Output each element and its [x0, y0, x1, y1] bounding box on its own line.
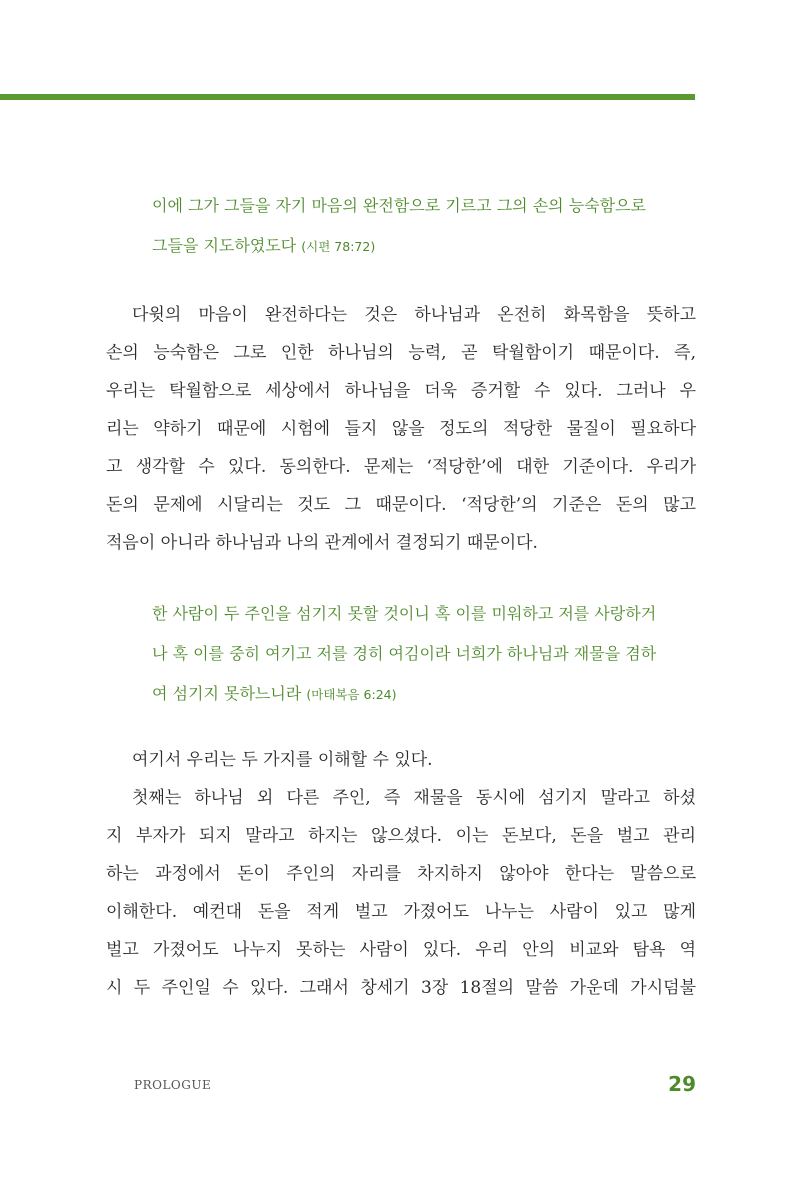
text-line: 손의 능숙함은 그로 인한 하나님의 능력, 곧 탁월함이기 때문이다. 즉,: [106, 343, 696, 363]
text-line: 적음이 아니라 하나님과 나의 관계에서 결정되기 때문이다.: [106, 533, 538, 553]
quote-citation: (마태복음 6:24): [306, 687, 397, 702]
quote-line: 나 혹 이를 중히 여기고 저를 경히 여김이라 너희가 하나님과 재물을 겸하: [152, 644, 657, 663]
text-line: 벌고 가졌어도 나누지 못하는 사람이 있다. 우리 안의 비교와 탐욕 역: [106, 940, 696, 960]
text-line: 돈의 문제에 시달리는 것도 그 때문이다. ‘적당한’의 기준은 돈의 많고: [106, 495, 696, 515]
text-line: 시 두 주인일 수 있다. 그래서 창세기 3장 18절의 말씀 가운데 가시덤불: [106, 978, 696, 998]
quote-line: [152, 226, 700, 267]
scripture-quote-matthew: [152, 594, 700, 715]
quote-citation: (시편 78:72): [301, 239, 376, 254]
quote-line: 한 사람이 두 주인을 섬기지 못할 것이니 혹 이를 미워하고 저를 사랑하거: [152, 604, 657, 623]
text-line: 첫째는 하나님 외 다른 주인, 즉 재물을 동시에 섬기지 말라고 하셨: [132, 788, 696, 808]
quote-line-text: 그들을 지도하였도다: [152, 236, 297, 255]
body-paragraph-1: [106, 296, 696, 562]
text-line: 하는 과정에서 돈이 주인의 자리를 차지하지 않아야 한다는 말씀으로: [106, 864, 696, 884]
text-line: 다윗의 마음이 완전하다는 것은 하나님과 온전히 화목함을 뜻하고: [132, 305, 696, 325]
text-line: 리는 약하기 때문에 시험에 들지 않을 정도의 적당한 물질이 필요하다: [106, 419, 696, 439]
quote-line: [152, 674, 700, 715]
text-line: 지 부자가 되지 말라고 하지는 않으셨다. 이는 돈보다, 돈을 벌고 관리: [106, 826, 696, 846]
text-line: 고 생각할 수 있다. 동의한다. 문제는 ‘적당한’에 대한 기준이다. 우리가: [106, 457, 696, 477]
text-line: 이해한다. 예컨대 돈을 적게 벌고 가졌어도 나누는 사람이 있고 많게: [106, 902, 696, 922]
quote-line: 이에 그가 그들을 자기 마음의 완전함으로 기르고 그의 손의 능숙함으로: [152, 196, 646, 215]
text-line: 여기서 우리는 두 가지를 이해할 수 있다.: [132, 750, 433, 770]
scripture-quote-psalm: [152, 186, 700, 267]
page-number: 29: [668, 1072, 696, 1096]
top-rule: [0, 94, 695, 100]
quote-line-text: 여 섬기지 못하느니라: [152, 684, 302, 703]
body-paragraph-2: [106, 741, 696, 1007]
section-label: PROLOGUE: [134, 1078, 212, 1092]
text-line: 우리는 탁월함으로 세상에서 하나님을 더욱 증거할 수 있다. 그러나 우: [106, 381, 696, 401]
